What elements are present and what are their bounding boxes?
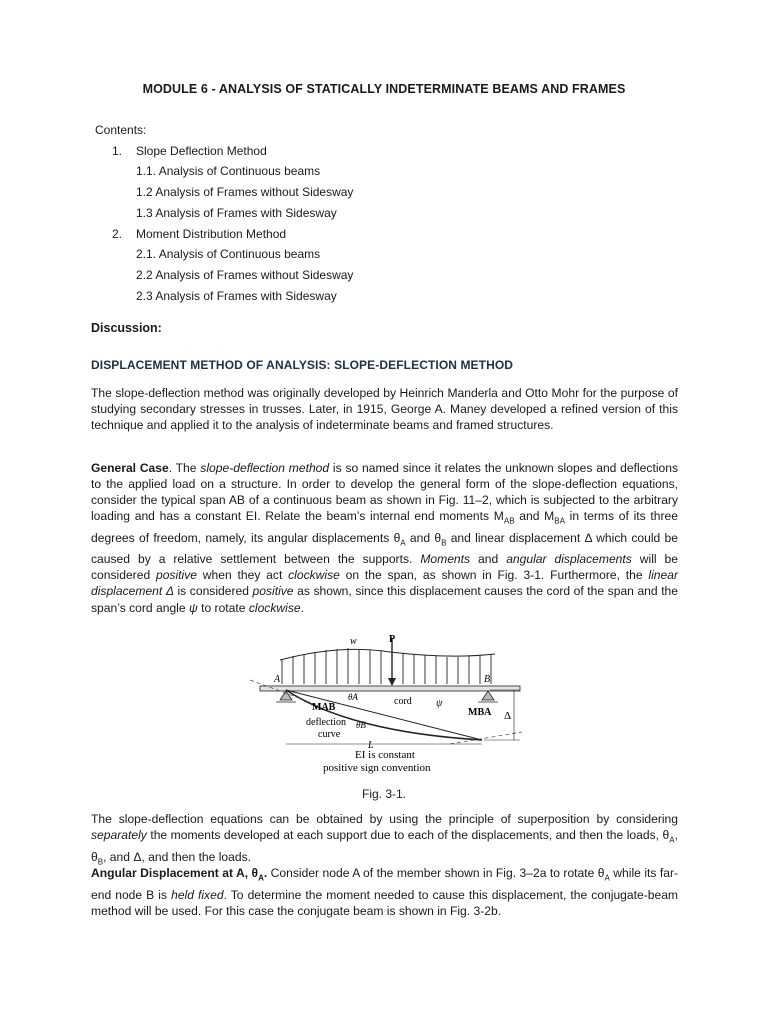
text-italic: positive bbox=[155, 568, 197, 583]
toc-item-label: Moment Distribution Method bbox=[136, 226, 287, 241]
toc-subitem: 2.1. Analysis of Continuous beams bbox=[136, 247, 321, 262]
text: The slope-deflection equations can be obtained by using the principle of superposition by considering bbox=[91, 812, 678, 826]
text: and θ bbox=[405, 530, 442, 545]
text: while its far-end node B is bbox=[91, 866, 679, 902]
psi-label: ψ bbox=[436, 698, 443, 709]
toc-item bbox=[95, 141, 353, 162]
cord-line bbox=[286, 690, 482, 740]
general-case-label: General Case bbox=[91, 461, 169, 475]
text: in terms of its three degrees of freedom, namely, its angular displacements θ bbox=[91, 509, 678, 545]
beam-figure bbox=[250, 632, 525, 780]
load-w-label: w bbox=[350, 636, 357, 647]
subscript: A bbox=[400, 538, 406, 548]
general-case-paragraph bbox=[91, 460, 678, 616]
node-a-label: A bbox=[274, 674, 281, 685]
sign-convention-note: positive sign convention bbox=[323, 762, 431, 774]
text: as shown, since this displacement causes the cord of the span and the span’s cord angle bbox=[91, 584, 679, 615]
angular-displacement-paragraph bbox=[91, 865, 678, 919]
text-italic: slope-deflection method bbox=[200, 461, 330, 475]
load-p-label: P bbox=[389, 634, 396, 645]
intro-paragraph: The slope-deflection method was originally developed by Heinrich Manderla and Otto Mohr for the purpose of studying secondary stresses in trusses. Later, in 1915, George A. Maney developed a refined version of this technique and applied it to the analysis of indeterminate beams and framed structures. bbox=[91, 386, 678, 433]
text: . To determine the moment needed to cause this displacement, the conjugate-beam method will be used. For this case the conjugate beam is shown in Fig. 3-2b. bbox=[91, 887, 678, 918]
curve-label: curve bbox=[318, 729, 341, 740]
text-italic: ψ bbox=[188, 600, 198, 615]
beam bbox=[260, 686, 520, 691]
text: will be considered bbox=[91, 552, 679, 583]
text-italic: held fixed bbox=[171, 887, 224, 902]
text-italic: separately bbox=[91, 828, 147, 843]
node-b-label: B bbox=[484, 674, 491, 685]
toc-subitem: 2.3 Analysis of Frames with Sidesway bbox=[136, 288, 337, 303]
subscript: B bbox=[97, 857, 104, 866]
text: when they act bbox=[196, 568, 289, 583]
distributed-load-arrows bbox=[282, 648, 491, 684]
m-ab-label: MAB bbox=[312, 702, 336, 713]
support-b bbox=[482, 691, 494, 700]
text: . The bbox=[168, 461, 201, 475]
subscript: AB bbox=[503, 516, 515, 526]
text: , and Δ, and then the loads. bbox=[103, 849, 252, 864]
module-title: MODULE 6 - ANALYSIS OF STATICALLY INDETERMINATE BEAMS AND FRAMES bbox=[142, 82, 626, 96]
point-load-arrowhead bbox=[388, 678, 396, 686]
text-italic: angular displacements bbox=[506, 552, 632, 567]
toc-subitem: 1.3 Analysis of Frames with Sidesway bbox=[136, 205, 337, 220]
angular-displacement-label bbox=[91, 866, 268, 883]
text: . bbox=[300, 600, 304, 615]
subscript: A bbox=[669, 835, 675, 845]
theta-a-label: θA bbox=[348, 692, 358, 702]
text: , θ bbox=[91, 828, 678, 864]
text-italic: positive bbox=[252, 584, 294, 599]
discussion-label: Discussion: bbox=[91, 321, 162, 335]
text: Angular Displacement at A, θ bbox=[91, 866, 259, 880]
delta-label: Δ bbox=[504, 710, 512, 722]
subscript: A bbox=[258, 873, 264, 883]
text: and M bbox=[514, 509, 555, 524]
text: and bbox=[470, 552, 507, 567]
load-curve bbox=[280, 649, 495, 660]
text: and linear displacement Δ which could be caused by a relative settlement between the supports. bbox=[91, 530, 678, 567]
m-ba-label: MBA bbox=[468, 707, 492, 718]
text: Consider node A of the member shown in Fig. 3–2a to rotate θ bbox=[267, 866, 605, 880]
superposition-paragraph bbox=[91, 811, 678, 870]
text: . bbox=[263, 866, 268, 880]
toc-item-label: Slope Deflection Method bbox=[136, 143, 267, 158]
text: is so named since it relates the unknown slopes and deflections to the applied load on a structure. In order to develop the general form of the slope-deflection equations, consider the typical span AB of a continuous beam as shown in Fig. 11–2, which is subjected to the arbitrary loading and has a constant EI. Relate the beam’s internal end moments M bbox=[91, 461, 679, 524]
text: to rotate bbox=[197, 600, 249, 615]
cord-label: cord bbox=[394, 696, 412, 707]
toc-subitem: 1.2 Analysis of Frames without Sidesway bbox=[136, 185, 354, 200]
text-italic: clockwise bbox=[248, 600, 301, 615]
toc-item bbox=[95, 224, 353, 245]
figure-caption: Fig. 3-1. bbox=[361, 787, 406, 801]
subscript: A bbox=[604, 873, 610, 883]
text: is considered bbox=[173, 584, 253, 599]
deflection-label: deflection bbox=[306, 717, 346, 728]
theta-b-label: θB bbox=[356, 720, 366, 730]
length-l-label: L bbox=[368, 740, 374, 751]
section-heading: DISPLACEMENT METHOD OF ANALYSIS: SLOPE-DEFLECTION METHOD bbox=[91, 358, 514, 372]
toc-item-number: 2. bbox=[112, 226, 123, 241]
text-italic: Moments bbox=[420, 552, 471, 567]
toc-subitem: 1.1. Analysis of Continuous beams bbox=[136, 164, 321, 179]
text-italic: linear displacement Δ bbox=[91, 568, 678, 599]
ei-note: EI is constant bbox=[355, 749, 415, 761]
text: on the span, as shown in Fig. 3-1. Furthermore, the bbox=[339, 568, 649, 583]
subscript: B bbox=[441, 538, 447, 548]
text-italic: clockwise bbox=[288, 568, 340, 583]
table-of-contents bbox=[95, 120, 353, 306]
toc-subitem: 2.2 Analysis of Frames without Sidesway bbox=[136, 267, 354, 282]
contents-heading: Contents: bbox=[95, 123, 147, 137]
text: the moments developed at each support due to each of the displacements, and then the loads, θ bbox=[146, 828, 670, 843]
toc-item-number: 1. bbox=[112, 143, 123, 158]
subscript: BA bbox=[554, 516, 565, 526]
